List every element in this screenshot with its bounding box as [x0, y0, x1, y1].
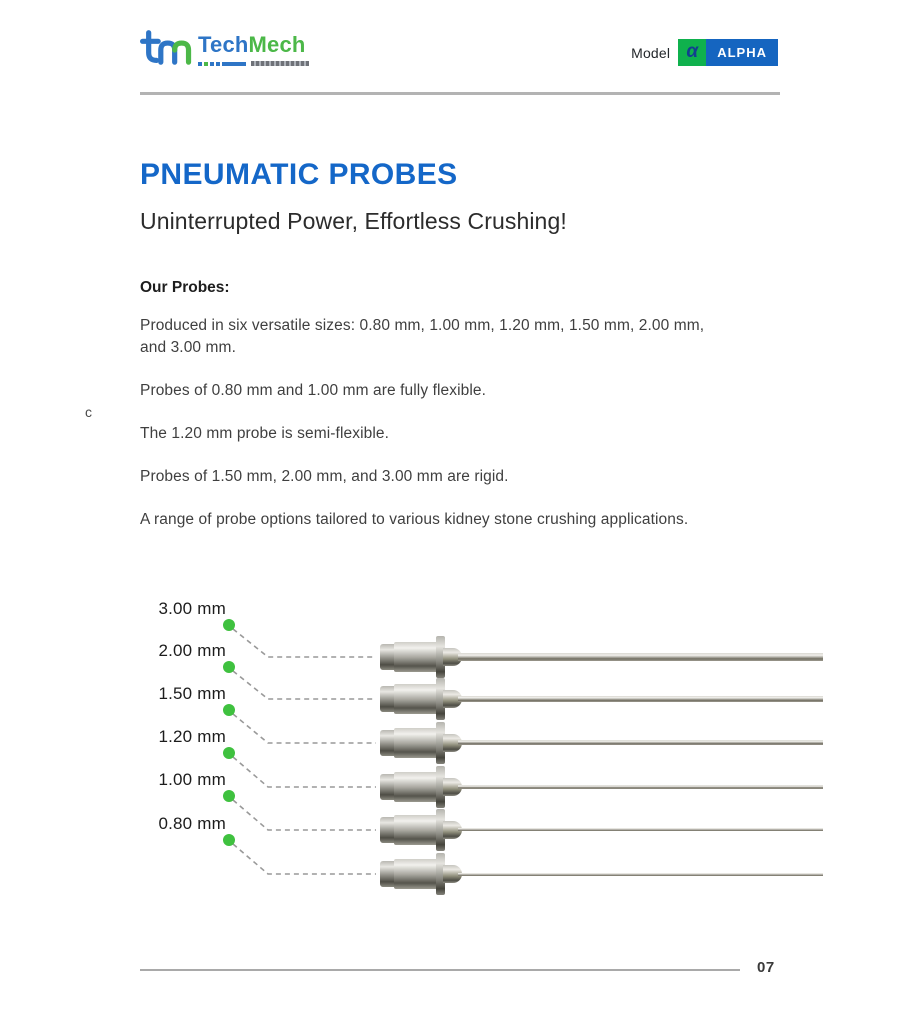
probe-image-3.00mm — [380, 636, 823, 678]
probe-label-2.00mm: 2.00 mm — [158, 641, 226, 660]
probe-image-2.00mm — [380, 678, 823, 720]
logo-word-mech: Mech — [248, 32, 306, 57]
probe-label-1.00mm: 1.00 mm — [158, 770, 226, 789]
logo-wordmark — [198, 34, 309, 56]
logo-word-tech: Tech — [198, 32, 249, 57]
page-title: PNEUMATIC PROBES — [140, 158, 458, 191]
main-content — [140, 158, 722, 552]
paragraph-flexible: Probes of 0.80 mm and 1.00 mm are fully flexible. — [140, 382, 487, 399]
green-dot — [223, 747, 235, 759]
margin-letter: c — [85, 404, 92, 420]
footer-divider — [140, 969, 740, 971]
probe-image-1.20mm — [380, 766, 823, 808]
logo-tagline — [198, 61, 309, 66]
paragraph-applications: A range of probe options tailored to various kidney stone crushing applications. — [140, 511, 689, 528]
page-number: 07 — [757, 959, 775, 976]
probe-image-0.80mm — [380, 853, 823, 895]
techmech-logo-icon — [140, 26, 192, 74]
page-subtitle: Uninterrupted Power, Effortless Crushing! — [140, 208, 567, 234]
paragraph-semiflexible: The 1.20 mm probe is semi-flexible. — [140, 425, 390, 442]
model-name-badge: ALPHA — [706, 39, 778, 66]
green-dot — [223, 790, 235, 802]
probe-label-3.00mm: 3.00 mm — [158, 599, 226, 618]
alpha-symbol-icon: α — [678, 39, 706, 66]
probe-label-1.20mm: 1.20 mm — [158, 727, 226, 746]
probe-image-1.50mm — [380, 722, 823, 764]
model-badge — [631, 39, 778, 66]
header-divider — [140, 92, 780, 95]
paragraph-sizes: Produced in six versatile sizes: 0.80 mm, 1.00 mm, 1.20 mm, 1.50 mm, 2.00 mm, and 3.00 mm. — [140, 317, 705, 356]
green-dot — [223, 704, 235, 716]
model-label: Model — [631, 44, 671, 61]
techmech-logo — [140, 26, 309, 74]
probe-label-1.50mm: 1.50 mm — [158, 684, 226, 703]
paragraph-rigid: Probes of 1.50 mm, 2.00 mm, and 3.00 mm are rigid. — [140, 468, 509, 485]
green-dot — [223, 619, 235, 631]
green-dot — [223, 661, 235, 673]
section-heading: Our Probes: — [140, 279, 230, 296]
probe-label-0.80mm: 0.80 mm — [158, 814, 226, 833]
green-dot — [223, 834, 235, 846]
probe-image-1.00mm — [380, 809, 823, 851]
